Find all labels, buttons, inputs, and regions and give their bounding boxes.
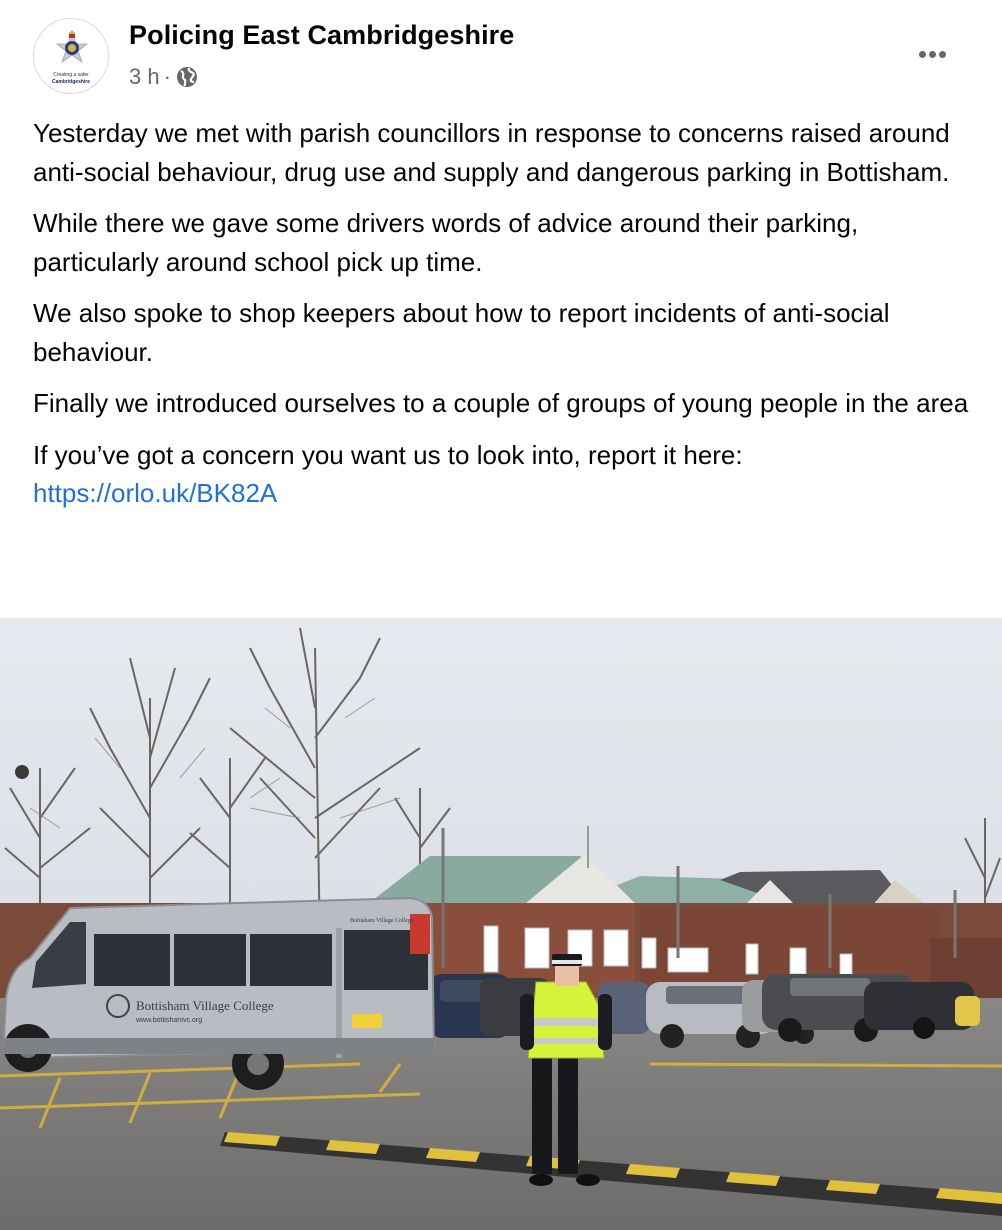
report-link[interactable]: https://orlo.uk/BK82A [33, 478, 278, 508]
post-paragraph-2: While there we gave some drivers words of advice around their parking, particularly around school pick up time. [33, 208, 859, 277]
more-dot [929, 51, 936, 58]
avatar-caption-line-1: Creating a safer [53, 72, 89, 78]
post-paragraph-5 [33, 436, 973, 513]
van-college-url: www.bottishamvc.org [136, 1017, 203, 1024]
post-paragraph-1: Yesterday we met with parish councillors in response to concerns raised around anti-social behaviour, drug use and supply and dangerous parking in Bottisham. [33, 118, 950, 187]
page-avatar[interactable] [33, 18, 109, 94]
avatar-caption-line-2: Cambridgeshire [51, 79, 91, 85]
post-paragraph-5-text: If you’ve got a concern you want us to look into, report it here: [33, 439, 743, 470]
photo-scene [0, 618, 1002, 1230]
page-name[interactable]: Policing East Cambridgeshire [129, 20, 515, 50]
post-photo[interactable] [0, 618, 1002, 1230]
post-text [33, 114, 973, 526]
van-college-name: Bottisham Village College [136, 998, 274, 1013]
meta-separator: · [163, 64, 171, 89]
post-paragraph-4: Finally we introduced ourselves to a couple of groups of young people in the area [33, 388, 969, 418]
more-options-icon [919, 51, 926, 58]
more-dot [939, 51, 946, 58]
globe-icon[interactable] [175, 65, 199, 89]
van-roof-label: Bottisham Village College [350, 918, 414, 924]
post-paragraph-3: We also spoke to shop keepers about how to report incidents of anti-social behaviour. [33, 298, 890, 367]
post-timestamp[interactable]: 3 h [129, 64, 160, 89]
more-options-button[interactable] [908, 36, 956, 72]
post-meta [129, 62, 199, 92]
